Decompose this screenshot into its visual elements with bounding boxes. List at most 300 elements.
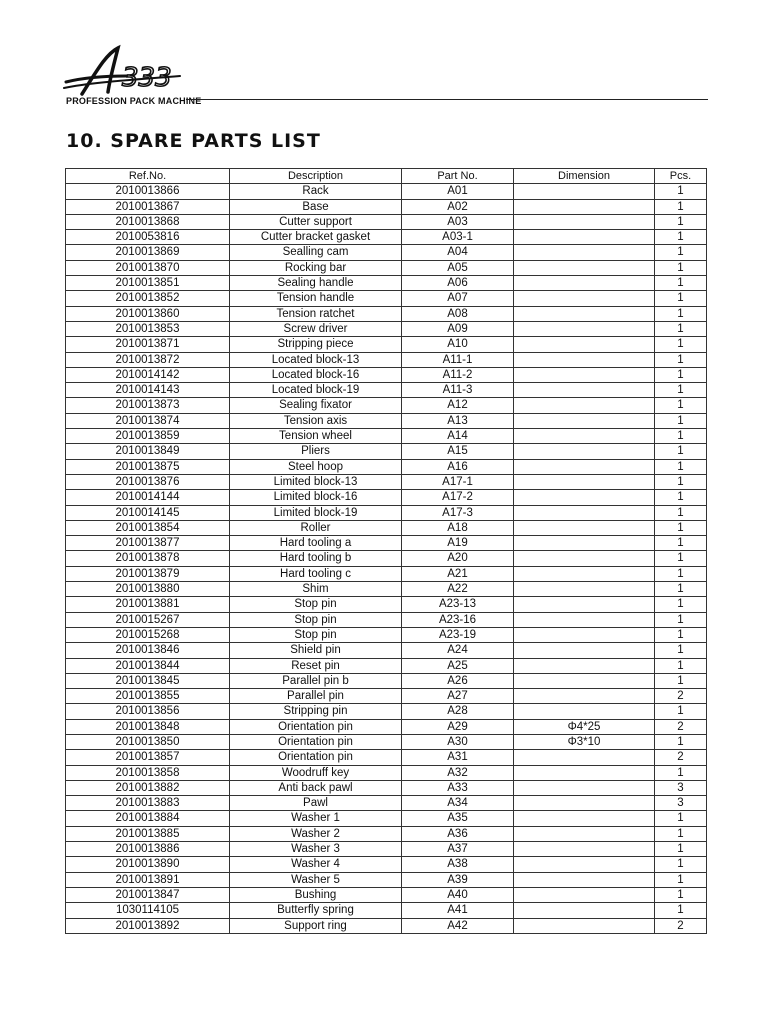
- cell-dimension: [514, 260, 655, 275]
- cell-dimension: [514, 459, 655, 474]
- cell-part-no: A31: [402, 750, 514, 765]
- cell-part-no: A39: [402, 872, 514, 887]
- cell-description: Limited block-19: [230, 505, 402, 520]
- table-row: [66, 260, 707, 275]
- table-row: [66, 658, 707, 673]
- cell-part-no: A17-3: [402, 505, 514, 520]
- cell-description: Located block-16: [230, 367, 402, 382]
- cell-part-no: A13: [402, 413, 514, 428]
- cell-part-no: A42: [402, 918, 514, 933]
- table-row: [66, 704, 707, 719]
- table-row: [66, 184, 707, 199]
- cell-ref-no: 2010014142: [66, 367, 230, 382]
- cell-description: Bushing: [230, 887, 402, 902]
- cell-dimension: [514, 704, 655, 719]
- cell-ref-no: 2010013883: [66, 796, 230, 811]
- cell-ref-no: 2010013890: [66, 857, 230, 872]
- cell-dimension: [514, 765, 655, 780]
- cell-description: Pliers: [230, 444, 402, 459]
- cell-dimension: [514, 520, 655, 535]
- cell-ref-no: 2010013870: [66, 260, 230, 275]
- cell-part-no: A22: [402, 582, 514, 597]
- cell-ref-no: 2010013848: [66, 719, 230, 734]
- cell-part-no: A23-13: [402, 597, 514, 612]
- cell-ref-no: 2010013877: [66, 536, 230, 551]
- cell-pcs: 1: [655, 612, 707, 627]
- cell-description: Hard tooling b: [230, 551, 402, 566]
- cell-dimension: [514, 291, 655, 306]
- cell-description: Sealing fixator: [230, 398, 402, 413]
- cell-ref-no: 2010013851: [66, 276, 230, 291]
- cell-description: Stripping pin: [230, 704, 402, 719]
- column-header-dimension: Dimension: [514, 169, 655, 184]
- cell-description: Washer 5: [230, 872, 402, 887]
- cell-pcs: 1: [655, 398, 707, 413]
- cell-dimension: [514, 750, 655, 765]
- cell-part-no: A23-19: [402, 627, 514, 642]
- cell-part-no: A17-1: [402, 474, 514, 489]
- cell-pcs: 1: [655, 734, 707, 749]
- cell-ref-no: 2010013858: [66, 765, 230, 780]
- cell-pcs: 1: [655, 505, 707, 520]
- cell-pcs: 1: [655, 673, 707, 688]
- cell-description: Tension ratchet: [230, 306, 402, 321]
- cell-pcs: 3: [655, 796, 707, 811]
- cell-part-no: A33: [402, 780, 514, 795]
- cell-description: Screw driver: [230, 321, 402, 336]
- column-header-pcs: Pcs.: [655, 169, 707, 184]
- cell-dimension: Φ4*25: [514, 719, 655, 734]
- table-row: [66, 398, 707, 413]
- cell-ref-no: 2010014145: [66, 505, 230, 520]
- cell-pcs: 2: [655, 918, 707, 933]
- cell-part-no: A03-1: [402, 230, 514, 245]
- table-row: [66, 673, 707, 688]
- cell-pcs: 1: [655, 199, 707, 214]
- tagline: PROFESSION PACK MACHINE: [66, 96, 202, 106]
- cell-ref-no: 2010014143: [66, 383, 230, 398]
- cell-dimension: [514, 903, 655, 918]
- cell-dimension: [514, 367, 655, 382]
- cell-pcs: 1: [655, 811, 707, 826]
- cell-ref-no: 2010013856: [66, 704, 230, 719]
- cell-part-no: A08: [402, 306, 514, 321]
- cell-pcs: 1: [655, 857, 707, 872]
- cell-ref-no: 2010013868: [66, 214, 230, 229]
- cell-ref-no: 2010013885: [66, 826, 230, 841]
- cell-dimension: [514, 505, 655, 520]
- cell-dimension: [514, 551, 655, 566]
- table-row: [66, 643, 707, 658]
- cell-pcs: 2: [655, 689, 707, 704]
- table-row: [66, 582, 707, 597]
- table-body: [66, 184, 707, 934]
- table-row: [66, 627, 707, 642]
- cell-pcs: 1: [655, 245, 707, 260]
- cell-pcs: 1: [655, 383, 707, 398]
- cell-dimension: [514, 413, 655, 428]
- cell-description: Rack: [230, 184, 402, 199]
- cell-part-no: A10: [402, 337, 514, 352]
- table-row: [66, 597, 707, 612]
- cell-part-no: A11-2: [402, 367, 514, 382]
- cell-part-no: A28: [402, 704, 514, 719]
- cell-part-no: A29: [402, 719, 514, 734]
- cell-ref-no: 2010013845: [66, 673, 230, 688]
- cell-pcs: 1: [655, 459, 707, 474]
- cell-ref-no: 2010013886: [66, 842, 230, 857]
- cell-pcs: 1: [655, 276, 707, 291]
- cell-pcs: 2: [655, 750, 707, 765]
- cell-pcs: 1: [655, 887, 707, 902]
- cell-pcs: 1: [655, 765, 707, 780]
- cell-pcs: 1: [655, 520, 707, 535]
- cell-pcs: 1: [655, 826, 707, 841]
- cell-dimension: [514, 627, 655, 642]
- table-row: [66, 734, 707, 749]
- cell-dimension: [514, 643, 655, 658]
- cell-ref-no: 1030114105: [66, 903, 230, 918]
- cell-pcs: 1: [655, 444, 707, 459]
- table-row: [66, 490, 707, 505]
- cell-dimension: [514, 673, 655, 688]
- cell-dimension: Φ3*10: [514, 734, 655, 749]
- cell-dimension: [514, 383, 655, 398]
- cell-description: Located block-13: [230, 352, 402, 367]
- cell-description: Roller: [230, 520, 402, 535]
- cell-ref-no: 2010013859: [66, 429, 230, 444]
- cell-part-no: A36: [402, 826, 514, 841]
- cell-description: Shield pin: [230, 643, 402, 658]
- cell-pcs: 1: [655, 337, 707, 352]
- cell-part-no: A21: [402, 566, 514, 581]
- cell-dimension: [514, 536, 655, 551]
- cell-pcs: 1: [655, 214, 707, 229]
- table-row: [66, 245, 707, 260]
- cell-part-no: A19: [402, 536, 514, 551]
- cell-part-no: A09: [402, 321, 514, 336]
- cell-ref-no: 2010013852: [66, 291, 230, 306]
- table-row: [66, 857, 707, 872]
- cell-pcs: 2: [655, 719, 707, 734]
- cell-part-no: A24: [402, 643, 514, 658]
- cell-dimension: [514, 612, 655, 627]
- cell-ref-no: 2010013855: [66, 689, 230, 704]
- cell-description: Orientation pin: [230, 719, 402, 734]
- cell-dimension: [514, 245, 655, 260]
- table-row: [66, 826, 707, 841]
- table-row: [66, 551, 707, 566]
- cell-dimension: [514, 597, 655, 612]
- cell-description: Support ring: [230, 918, 402, 933]
- cell-description: Located block-19: [230, 383, 402, 398]
- cell-part-no: A16: [402, 459, 514, 474]
- table-row: [66, 520, 707, 535]
- cell-pcs: 1: [655, 321, 707, 336]
- cell-pcs: 1: [655, 184, 707, 199]
- cell-description: Orientation pin: [230, 734, 402, 749]
- cell-pcs: 1: [655, 903, 707, 918]
- cell-dimension: [514, 887, 655, 902]
- cell-part-no: A38: [402, 857, 514, 872]
- cell-ref-no: 2010013869: [66, 245, 230, 260]
- table-row: [66, 337, 707, 352]
- cell-dimension: [514, 918, 655, 933]
- table-row: [66, 474, 707, 489]
- page-title: 10. SPARE PARTS LIST: [66, 130, 321, 152]
- cell-ref-no: 2010013878: [66, 551, 230, 566]
- cell-pcs: 3: [655, 780, 707, 795]
- cell-part-no: A37: [402, 842, 514, 857]
- cell-ref-no: 2010013853: [66, 321, 230, 336]
- cell-pcs: 1: [655, 704, 707, 719]
- cell-dimension: [514, 306, 655, 321]
- table-row: [66, 444, 707, 459]
- cell-dimension: [514, 658, 655, 673]
- table-row: [66, 367, 707, 382]
- cell-part-no: A14: [402, 429, 514, 444]
- cell-pcs: 1: [655, 230, 707, 245]
- table-row: [66, 429, 707, 444]
- cell-ref-no: 2010013875: [66, 459, 230, 474]
- table-row: [66, 796, 707, 811]
- table-row: [66, 719, 707, 734]
- table-row: [66, 887, 707, 902]
- cell-description: Tension axis: [230, 413, 402, 428]
- cell-part-no: A17-2: [402, 490, 514, 505]
- cell-pcs: 1: [655, 291, 707, 306]
- cell-pcs: 1: [655, 872, 707, 887]
- spare-parts-table: [65, 168, 707, 934]
- cell-ref-no: 2010013846: [66, 643, 230, 658]
- cell-part-no: A30: [402, 734, 514, 749]
- table-row: [66, 321, 707, 336]
- table-row: [66, 413, 707, 428]
- cell-pcs: 1: [655, 842, 707, 857]
- cell-dimension: [514, 582, 655, 597]
- column-header-description: Description: [230, 169, 402, 184]
- cell-pcs: 1: [655, 566, 707, 581]
- cell-description: Orientation pin: [230, 750, 402, 765]
- table-row: [66, 842, 707, 857]
- cell-pcs: 1: [655, 352, 707, 367]
- table-row: [66, 765, 707, 780]
- cell-dimension: [514, 444, 655, 459]
- cell-description: Woodruff key: [230, 765, 402, 780]
- cell-part-no: A32: [402, 765, 514, 780]
- cell-description: Stop pin: [230, 597, 402, 612]
- cell-part-no: A11-3: [402, 383, 514, 398]
- cell-pcs: 1: [655, 413, 707, 428]
- cell-dimension: [514, 398, 655, 413]
- cell-description: Rocking bar: [230, 260, 402, 275]
- cell-description: Tension wheel: [230, 429, 402, 444]
- cell-part-no: A27: [402, 689, 514, 704]
- table-row: [66, 383, 707, 398]
- cell-part-no: A11-1: [402, 352, 514, 367]
- cell-ref-no: 2010013854: [66, 520, 230, 535]
- cell-part-no: A05: [402, 260, 514, 275]
- table-row: [66, 689, 707, 704]
- cell-description: Steel hoop: [230, 459, 402, 474]
- cell-ref-no: 2010013847: [66, 887, 230, 902]
- cell-description: Washer 2: [230, 826, 402, 841]
- cell-description: Hard tooling a: [230, 536, 402, 551]
- cell-pcs: 1: [655, 582, 707, 597]
- column-header-part-no: Part No.: [402, 169, 514, 184]
- table-row: [66, 612, 707, 627]
- cell-ref-no: 2010013884: [66, 811, 230, 826]
- cell-ref-no: 2010013844: [66, 658, 230, 673]
- table-row: [66, 536, 707, 551]
- cell-part-no: A25: [402, 658, 514, 673]
- cell-ref-no: 2010053816: [66, 230, 230, 245]
- cell-pcs: 1: [655, 490, 707, 505]
- cell-dimension: [514, 780, 655, 795]
- cell-ref-no: 2010013872: [66, 352, 230, 367]
- table-header-row: [66, 169, 707, 184]
- cell-ref-no: 2010013871: [66, 337, 230, 352]
- cell-description: Cutter bracket gasket: [230, 230, 402, 245]
- cell-pcs: 1: [655, 367, 707, 382]
- cell-description: Parallel pin b: [230, 673, 402, 688]
- cell-pcs: 1: [655, 536, 707, 551]
- cell-part-no: A02: [402, 199, 514, 214]
- cell-ref-no: 2010013876: [66, 474, 230, 489]
- cell-description: Limited block-13: [230, 474, 402, 489]
- table-row: [66, 780, 707, 795]
- cell-description: Washer 1: [230, 811, 402, 826]
- cell-part-no: A35: [402, 811, 514, 826]
- table-row: [66, 459, 707, 474]
- cell-dimension: [514, 857, 655, 872]
- cell-dimension: [514, 490, 655, 505]
- cell-ref-no: 2010013866: [66, 184, 230, 199]
- cell-description: Reset pin: [230, 658, 402, 673]
- cell-description: Base: [230, 199, 402, 214]
- cell-description: Washer 3: [230, 842, 402, 857]
- table-row: [66, 230, 707, 245]
- cell-ref-no: 2010014144: [66, 490, 230, 505]
- table-row: [66, 872, 707, 887]
- cell-dimension: [514, 689, 655, 704]
- cell-pcs: 1: [655, 429, 707, 444]
- cell-dimension: [514, 872, 655, 887]
- cell-part-no: A18: [402, 520, 514, 535]
- cell-part-no: A40: [402, 887, 514, 902]
- cell-ref-no: 2010013881: [66, 597, 230, 612]
- cell-description: Stop pin: [230, 612, 402, 627]
- cell-part-no: A15: [402, 444, 514, 459]
- table-row: [66, 214, 707, 229]
- table-row: [66, 306, 707, 321]
- cell-ref-no: 2010013891: [66, 872, 230, 887]
- cell-dimension: [514, 276, 655, 291]
- cell-description: Stripping piece: [230, 337, 402, 352]
- cell-part-no: A20: [402, 551, 514, 566]
- table-row: [66, 566, 707, 581]
- cell-dimension: [514, 811, 655, 826]
- cell-dimension: [514, 352, 655, 367]
- cell-description: Pawl: [230, 796, 402, 811]
- cell-ref-no: 2010015268: [66, 627, 230, 642]
- cell-dimension: [514, 566, 655, 581]
- cell-dimension: [514, 796, 655, 811]
- cell-description: Shim: [230, 582, 402, 597]
- cell-description: Parallel pin: [230, 689, 402, 704]
- brand-logo: [62, 42, 192, 98]
- cell-ref-no: 2010013874: [66, 413, 230, 428]
- cell-ref-no: 2010015267: [66, 612, 230, 627]
- cell-description: Sealing handle: [230, 276, 402, 291]
- cell-ref-no: 2010013849: [66, 444, 230, 459]
- cell-ref-no: 2010013873: [66, 398, 230, 413]
- cell-dimension: [514, 184, 655, 199]
- cell-pcs: 1: [655, 551, 707, 566]
- cell-dimension: [514, 321, 655, 336]
- cell-ref-no: 2010013879: [66, 566, 230, 581]
- cell-ref-no: 2010013892: [66, 918, 230, 933]
- cell-dimension: [514, 826, 655, 841]
- cell-description: Tension handle: [230, 291, 402, 306]
- cell-ref-no: 2010013850: [66, 734, 230, 749]
- table-row: [66, 750, 707, 765]
- cell-dimension: [514, 214, 655, 229]
- cell-ref-no: 2010013867: [66, 199, 230, 214]
- cell-part-no: A06: [402, 276, 514, 291]
- cell-part-no: A07: [402, 291, 514, 306]
- cell-description: Butterfly spring: [230, 903, 402, 918]
- cell-pcs: 1: [655, 643, 707, 658]
- cell-description: Limited block-16: [230, 490, 402, 505]
- cell-pcs: 1: [655, 627, 707, 642]
- cell-part-no: A03: [402, 214, 514, 229]
- cell-part-no: A23-16: [402, 612, 514, 627]
- cell-ref-no: 2010013882: [66, 780, 230, 795]
- cell-dimension: [514, 842, 655, 857]
- cell-part-no: A12: [402, 398, 514, 413]
- cell-pcs: 1: [655, 597, 707, 612]
- cell-part-no: A34: [402, 796, 514, 811]
- cell-description: Stop pin: [230, 627, 402, 642]
- cell-description: Anti back pawl: [230, 780, 402, 795]
- table-row: [66, 903, 707, 918]
- cell-ref-no: 2010013857: [66, 750, 230, 765]
- cell-pcs: 1: [655, 474, 707, 489]
- table-row: [66, 918, 707, 933]
- cell-description: Cutter support: [230, 214, 402, 229]
- table-row: [66, 276, 707, 291]
- cell-dimension: [514, 429, 655, 444]
- cell-pcs: 1: [655, 658, 707, 673]
- table-row: [66, 505, 707, 520]
- cell-pcs: 1: [655, 260, 707, 275]
- cell-dimension: [514, 337, 655, 352]
- cell-pcs: 1: [655, 306, 707, 321]
- table-row: [66, 291, 707, 306]
- cell-description: Hard tooling c: [230, 566, 402, 581]
- cell-dimension: [514, 230, 655, 245]
- header-divider: [186, 99, 708, 100]
- cell-dimension: [514, 474, 655, 489]
- cell-part-no: A26: [402, 673, 514, 688]
- cell-part-no: A41: [402, 903, 514, 918]
- column-header-ref: Ref.No.: [66, 169, 230, 184]
- cell-description: Washer 4: [230, 857, 402, 872]
- cell-dimension: [514, 199, 655, 214]
- logo-number: 333: [122, 63, 172, 93]
- table-row: [66, 352, 707, 367]
